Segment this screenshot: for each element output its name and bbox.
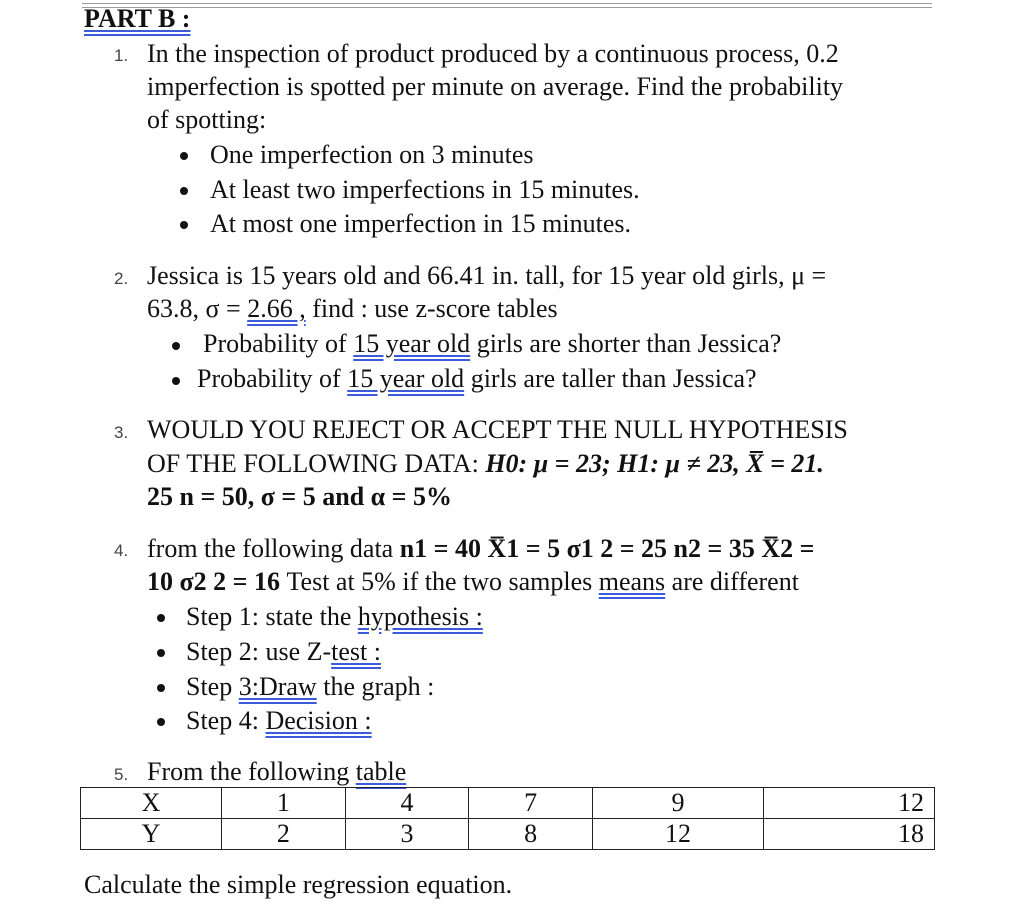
part-title: PART B : — [84, 4, 191, 33]
q4-number: 4. — [114, 541, 129, 560]
q2-b1b: 15 year old — [353, 329, 471, 358]
q2-bullet-1 — [203, 328, 781, 360]
q1-number: 1. — [114, 46, 129, 65]
q4-line-2 — [147, 566, 799, 598]
table-row-x — [81, 788, 935, 819]
q4-s1b: hypothesis : — [357, 602, 483, 631]
top-rule-2 — [82, 7, 932, 8]
q1-bullet-1: One imperfection on 3 minutes — [210, 140, 534, 169]
q3-line-2a: OF THE FOLLOWING DATA: — [147, 449, 486, 478]
q4-data: n1 = 40 X̅1 = 5 σ1 2 = 25 n2 = 35 X̅2 = — [399, 534, 815, 563]
q2-b1a: Probability of — [203, 329, 354, 358]
table-cell: 1 — [222, 788, 346, 819]
q2-b2b: 15 year old — [347, 364, 465, 393]
q2-line-2a: 63.8, σ = — [147, 294, 248, 323]
q2-b1c: girls are shorter than Jessica? — [470, 329, 782, 358]
q4-line-2c: means — [598, 567, 666, 596]
q4-line-1a: from the following data — [147, 534, 400, 563]
q4-s3c: the graph : — [316, 672, 435, 701]
q4-step-1 — [186, 601, 483, 633]
q3-line-3: 25 n = 50, σ = 5 and α = 5% — [147, 482, 452, 511]
q2-b2c: girls are taller than Jessica? — [464, 364, 757, 393]
q5-line-1b: table — [355, 757, 407, 786]
q1-line-1: In the inspection of product produced by a continuous process, 0.2 — [147, 39, 839, 68]
bullet-icon — [157, 718, 165, 726]
q5-number: 5. — [114, 765, 129, 784]
q3-hypothesis: H0: μ = 23; H1: μ ≠ 23, X̅ = 21. — [485, 449, 824, 478]
q5-line-1a: From the following — [147, 757, 356, 786]
q1-line-3: of spotting: — [147, 105, 267, 134]
q4-line-2a: 10 σ2 2 = 16 — [147, 567, 280, 596]
q4-s3a: Step — [186, 672, 239, 701]
q3-line-2 — [147, 448, 824, 480]
q2-sigma-value: 2.66 , — [247, 294, 306, 323]
q2-line-1: Jessica is 15 years old and 66.41 in. tall, for 15 year old girls, μ = — [147, 261, 827, 290]
bullet-icon — [172, 377, 180, 385]
q3-number: 3. — [114, 423, 129, 442]
bullet-icon — [180, 152, 188, 160]
q2-number: 2. — [114, 269, 129, 288]
bullet-icon — [157, 684, 165, 692]
q4-line-2b: Test at 5% if the two samples — [279, 567, 599, 596]
top-rule — [82, 3, 932, 4]
table-header-y: Y — [81, 819, 222, 850]
q4-line-2d: are different — [665, 567, 799, 596]
q4-step-3 — [186, 671, 434, 703]
q4-s2a: Step 2: use Z- — [186, 637, 332, 666]
q4-s4a: Step 4: — [186, 706, 266, 735]
q4-step-4 — [186, 705, 372, 737]
table-row-y — [81, 819, 935, 850]
q4-step-2 — [186, 636, 381, 668]
q2-bullet-2 — [197, 363, 757, 395]
table-cell: 12 — [763, 788, 934, 819]
table-cell: 8 — [469, 819, 593, 850]
q4-s1a: Step 1: state the — [186, 602, 358, 631]
q2-b2a: Probability of — [197, 364, 348, 393]
regression-table — [80, 787, 935, 850]
bullet-icon — [180, 221, 188, 229]
table-cell: 7 — [469, 788, 593, 819]
bullet-icon — [157, 614, 165, 622]
q1-bullet-2: At least two imperfections in 15 minutes. — [210, 175, 640, 204]
q2-line-2 — [147, 293, 558, 325]
table-cell: 2 — [222, 819, 346, 850]
bullet-icon — [157, 649, 165, 657]
q2-line-2c: find : use z-score tables — [305, 294, 558, 323]
table-cell: 18 — [763, 819, 934, 850]
q4-s2b: test : — [331, 637, 381, 666]
q1-bullet-3: At most one imperfection in 15 minutes. — [210, 209, 631, 238]
bullet-icon — [172, 342, 180, 350]
q5-footer: Calculate the simple regression equation. — [84, 870, 513, 899]
part-heading — [84, 4, 190, 34]
q3-line-1: WOULD YOU REJECT OR ACCEPT THE NULL HYPOTHESIS — [147, 415, 848, 444]
table-cell: 4 — [345, 788, 469, 819]
q4-line-1 — [147, 533, 814, 565]
bullet-icon — [180, 187, 188, 195]
table-header-x: X — [81, 788, 222, 819]
table-cell: 3 — [345, 819, 469, 850]
q5-line-1 — [147, 756, 406, 788]
q1-line-2: imperfection is spotted per minute on average. Find the probability — [147, 72, 844, 101]
table-cell: 12 — [593, 819, 764, 850]
q4-s3b: 3:Draw — [238, 672, 317, 701]
table-cell: 9 — [593, 788, 764, 819]
q4-s4b: Decision : — [265, 706, 372, 735]
